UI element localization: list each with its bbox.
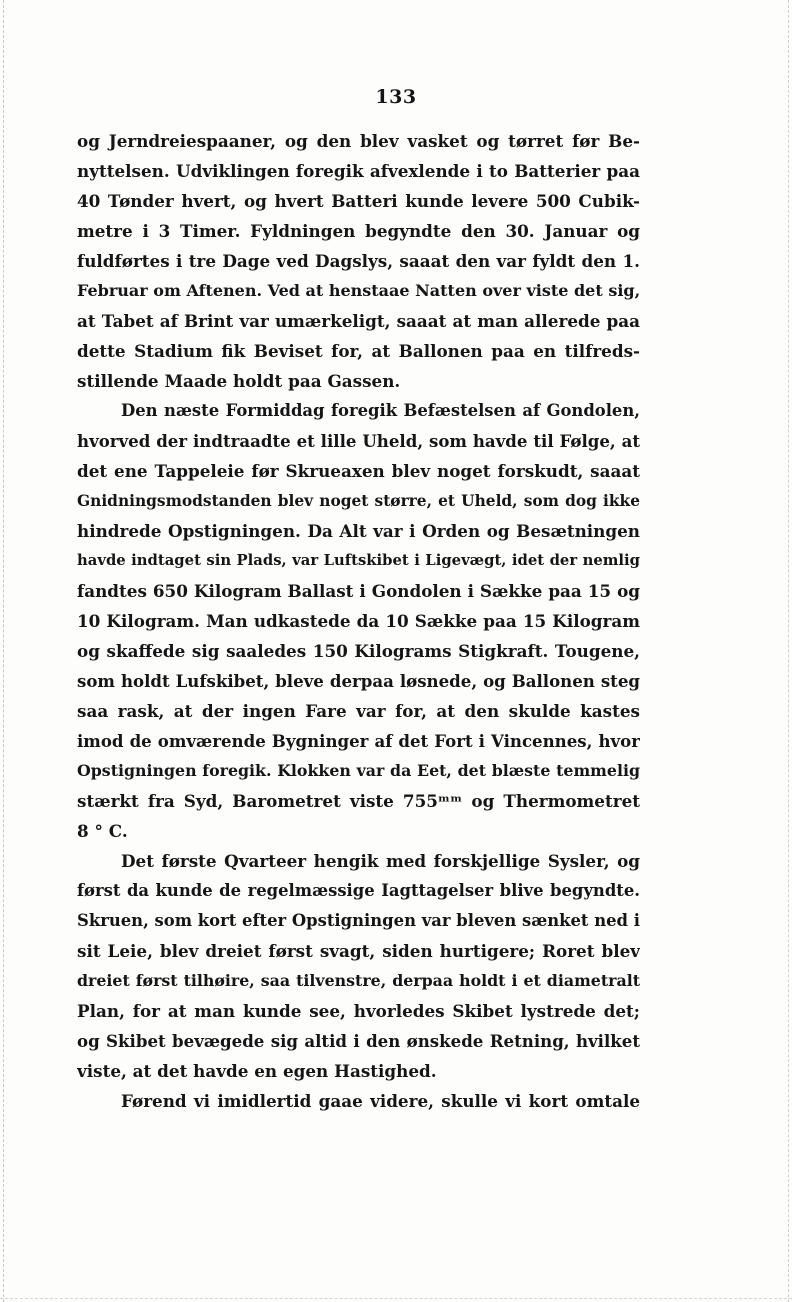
text-line: viste, at det havde en egen Hastighed.: [77, 1061, 437, 1081]
text-line: hindrede Opstigningen. Da Alt var i Orden og Besætningen: [77, 521, 640, 541]
text-line: først da kunde de regelmæssige Iagttagelser blive begyndte.: [77, 881, 640, 900]
text-line: at Tabet af Brint var umærkeligt, saaat at man allerede paa: [77, 311, 640, 331]
text-line: fuldførtes i tre Dage ved Dagslys, saaat den var fyldt den 1.: [77, 251, 640, 271]
text-line: 8 ° C.: [77, 821, 128, 841]
text-line: Den næste Formiddag foregik Befæstelsen af Gondolen,: [121, 401, 640, 420]
text-line: saa rask, at der ingen Fare var for, at den skulde kastes: [77, 701, 640, 721]
text-line: Førend vi imidlertid gaae videre, skulle vi kort omtale: [121, 1091, 640, 1111]
page-number: 133: [375, 86, 417, 108]
text-line: Det første Qvarteer hengik med forskjellige Sysler, og: [121, 851, 640, 871]
text-line: dette Stadium fik Beviset for, at Ballonen paa en tilfreds-: [77, 341, 640, 361]
text-line: imod de omværende Bygninger af det Fort i Vincennes, hvor: [77, 731, 640, 751]
text-line: Plan, for at man kunde see, hvorledes Skibet lystrede det;: [77, 1001, 640, 1021]
text-line: 40 Tønder hvert, og hvert Batteri kunde levere 500 Cubik-: [77, 191, 640, 211]
text-line: nyttelsen. Udviklingen foregik afvexlende i to Batterier paa: [77, 161, 640, 181]
text-line: sit Leie, blev dreiet først svagt, siden hurtigere; Roret blev: [77, 941, 640, 961]
page-edge-right: [788, 0, 789, 1302]
text-line: og skaffede sig saaledes 150 Kilograms Stigkraft. Tougene,: [77, 641, 640, 661]
text-line: 10 Kilogram. Man udkastede da 10 Sække paa 15 Kilogram: [77, 611, 640, 631]
text-line: stillende Maade holdt paa Gassen.: [77, 371, 401, 391]
text-line: Gnidningsmodstanden blev noget større, et Uheld, som dog ikke: [77, 492, 640, 510]
text-line: og Jerndreiespaaner, og den blev vasket og tørret før Be-: [77, 131, 640, 151]
page-edge-left: [3, 0, 4, 1302]
text-line: hvorved der indtraadte et lille Uheld, som havde til Følge, at: [77, 431, 640, 451]
text-line: det ene Tappeleie før Skrueaxen blev noget forskudt, saaat: [77, 461, 640, 481]
text-line: dreiet først tilhøire, saa tilvenstre, derpaa holdt i et diametralt: [77, 971, 640, 990]
body-text: [77, 126, 640, 1116]
text-line: havde indtaget sin Plads, var Luftskibet i Ligevægt, idet der nemlig: [77, 552, 640, 569]
text-line: fandtes 650 Kilogram Ballast i Gondolen i Sække paa 15 og: [77, 581, 640, 601]
page-edge-bottom: [0, 1298, 792, 1299]
text-line: Skruen, som kort efter Opstigningen var bleven sænket ned i: [77, 911, 640, 930]
text-line: som holdt Lufskibet, bleve derpaa løsnede, og Ballonen steg: [77, 671, 640, 691]
text-line: og Skibet bevægede sig altid i den ønskede Retning, hvilket: [77, 1031, 640, 1051]
text-line: stærkt fra Syd, Barometret viste 755ᵐᵐ og Thermometret: [77, 791, 640, 811]
text-line: Februar om Aftenen. Ved at henstaae Natten over viste det sig,: [77, 281, 640, 300]
text-line: Opstigningen foregik. Klokken var da Eet, det blæste temmelig: [77, 761, 640, 780]
text-line: metre i 3 Timer. Fyldningen begyndte den 30. Januar og: [77, 221, 640, 241]
